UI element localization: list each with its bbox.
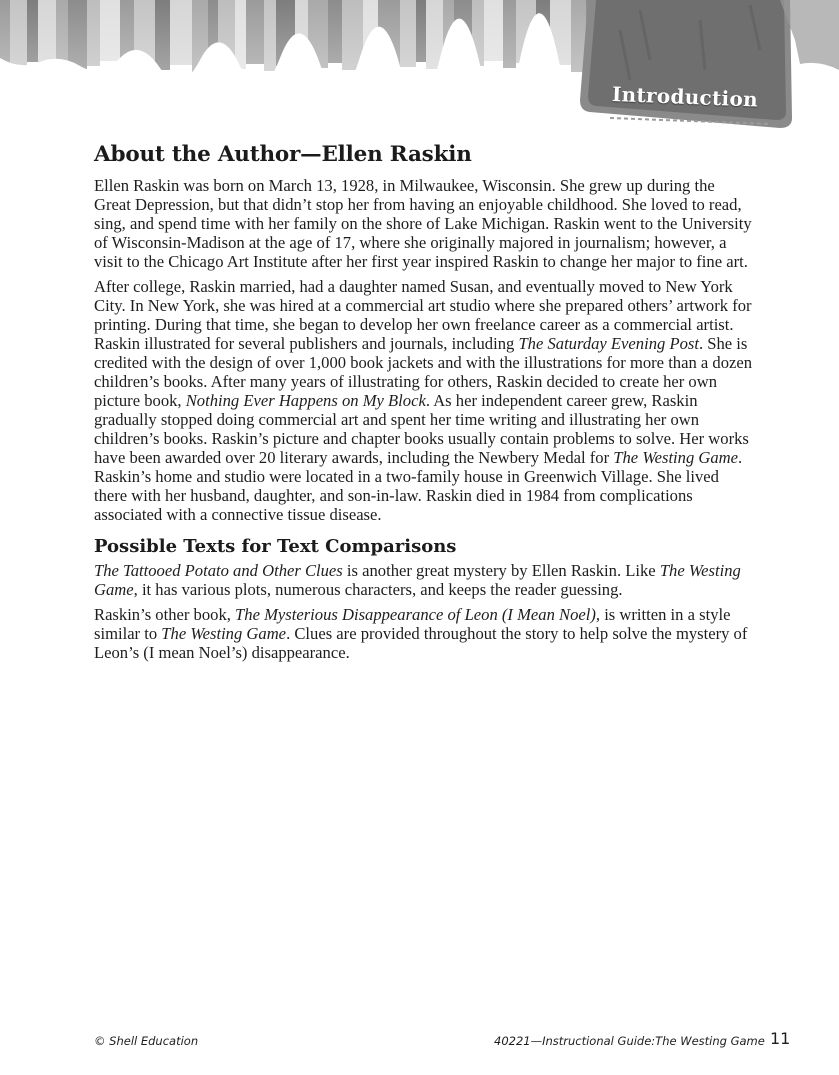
text-segment: . Clues are provided throughout the story to help solve the mystery of Leon’s (I mean Noel’s) disappearance. [94,624,748,662]
text-segment: . She is credited with the design of over 1,000 book jackets and with the illustrations for more than a dozen children’s books. After many years of illustrating for others, Raskin decided to create her own picture book, [94,334,753,410]
book-title-segment: The Westing Game [161,624,287,643]
text-segment: . As her independent career grew, Raskin gradually stopped doing commercial art and spent her time writing and illustrating her own children’s books. Raskin’s picture and chapter books usually contain problems to solve. Her works have been awarded over 20 literary awards, including the Newbery Medal for [94,391,749,467]
comparison-paragraph [94,561,754,599]
book-title-segment: The Saturday Evening Post [518,334,699,353]
main-content [94,142,754,668]
footer-guide-title: 40221—Instructional Guide:The Westing Game [494,1034,765,1048]
book-title-segment: The Westing Game [94,561,741,599]
section-tab-label: Introduction [611,82,759,112]
text-segment: Raskin’s other book, [94,605,236,624]
about-paragraphs [94,176,754,524]
about-author-heading: About the Author—Ellen Raskin [94,142,472,167]
text-segment: Ellen Raskin was born on March 13, 1928, in Milwaukee, Wisconsin. She grew up during the Great Depression, but that didn’t stop her from having an enjoyable childhood. She loved to read, sing, and spend time with her family on the shore of Lake Michigan. Raskin went to the University of Wisconsin-Madison at the age of 17, where she originally majored in journalism; however, a visit to the Chicago Art Institute after her first year inspired Raskin to change her major to fine art. [94,176,752,271]
text-segment: . Raskin’s home and studio were located in a two-family house in Greenwich Village. She lived there with her husband, daughter, and son-in-law. Raskin died in 1984 from complications associated with a connective tissue disease. [94,448,743,524]
text-segment: is another great mystery by Ellen Raskin. Like [342,561,660,580]
text-segment: , it has various plots, numerous characters, and keeps the reader guessing. [133,580,623,599]
book-title-segment: The Mysterious Disappearance of Leon (I Mean Noel), [235,605,601,624]
comparison-paragraph [94,605,754,662]
comparison-paragraphs [94,561,754,662]
footer-copyright: © Shell Education [94,1034,199,1048]
text-comparisons-heading: Possible Texts for Text Comparisons [94,536,457,557]
book-title-segment: The Tattooed Potato and Other Clues [94,561,343,580]
text-segment: is written in a style similar to [94,605,731,643]
text-segment: After college, Raskin married, had a daughter named Susan, and eventually moved to New York City. In New York, she was hired at a commercial art studio where she prepared others’ artwork for printing. During that time, she began to develop her own freelance career as a commercial artist. Raskin illustrated for several publishers and journals, including [94,277,752,353]
about-paragraph [94,176,754,271]
book-title-segment: The Westing Game [613,448,739,467]
header-banner [0,0,839,140]
page-number: 11 [770,1029,791,1048]
about-paragraph [94,277,754,524]
book-title-segment: Nothing Ever Happens on My Block [185,391,426,410]
